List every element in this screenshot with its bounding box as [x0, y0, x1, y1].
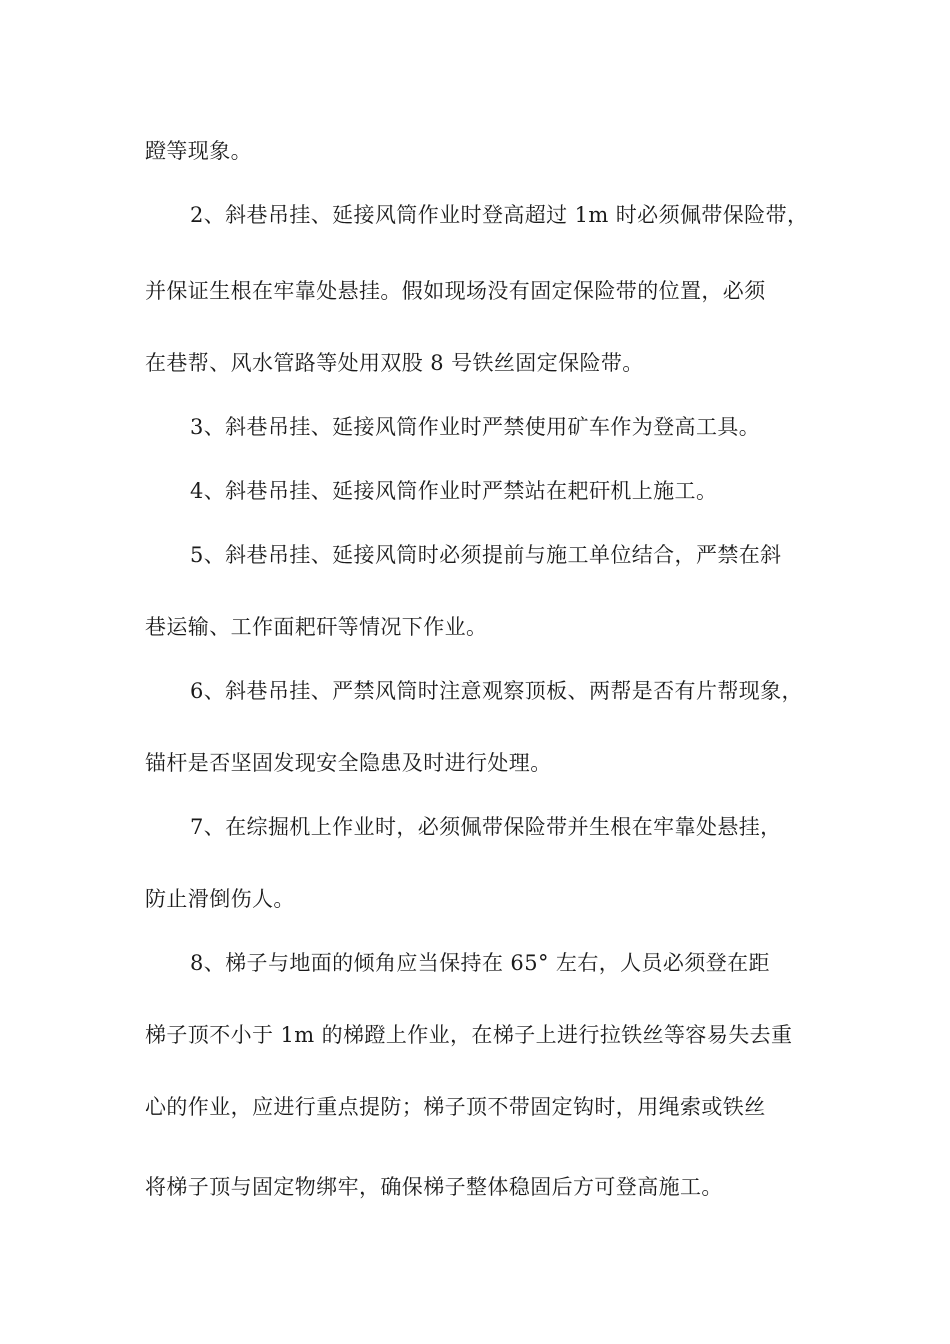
text-line: 蹬等现象。	[145, 139, 252, 163]
text-line: 7、在综掘机上作业时，必须佩带保险带并生根在牢靠处悬挂，	[190, 815, 782, 839]
text-line: 5、斜巷吊挂、延接风筒时必须提前与施工单位结合，严禁在斜	[190, 543, 782, 567]
text-line: 3、斜巷吊挂、延接风筒作业时严禁使用矿车作为登高工具。	[190, 415, 761, 439]
text-line: 8、梯子与地面的倾角应当保持在 65° 左右，人员必须登在距	[190, 951, 770, 975]
text-line: 心的作业，应进行重点提防；梯子顶不带固定钩时，用绳索或铁丝	[145, 1095, 766, 1119]
text-line: 巷运输、工作面耙矸等情况下作业。	[145, 615, 488, 639]
text-line: 并保证生根在牢靠处悬挂。假如现场没有固定保险带的位置，必须	[145, 279, 766, 303]
text-line: 在巷帮、风水管路等处用双股 8 号铁丝固定保险带。	[145, 351, 644, 375]
text-line: 防止滑倒伤人。	[145, 887, 295, 911]
text-line: 2、斜巷吊挂、延接风筒作业时登高超过 1m 时必须佩带保险带，	[190, 203, 809, 227]
text-line: 将梯子顶与固定物绑牢，确保梯子整体稳固后方可登高施工。	[145, 1175, 723, 1199]
text-line: 4、斜巷吊挂、延接风筒作业时严禁站在耙矸机上施工。	[190, 479, 718, 503]
text-line: 6、斜巷吊挂、严禁风筒时注意观察顶板、两帮是否有片帮现象，	[190, 679, 803, 703]
text-line: 梯子顶不小于 1m 的梯蹬上作业，在梯子上进行拉铁丝等容易失去重	[145, 1023, 793, 1047]
text-line: 锚杆是否坚固发现安全隐患及时进行处理。	[145, 751, 552, 775]
